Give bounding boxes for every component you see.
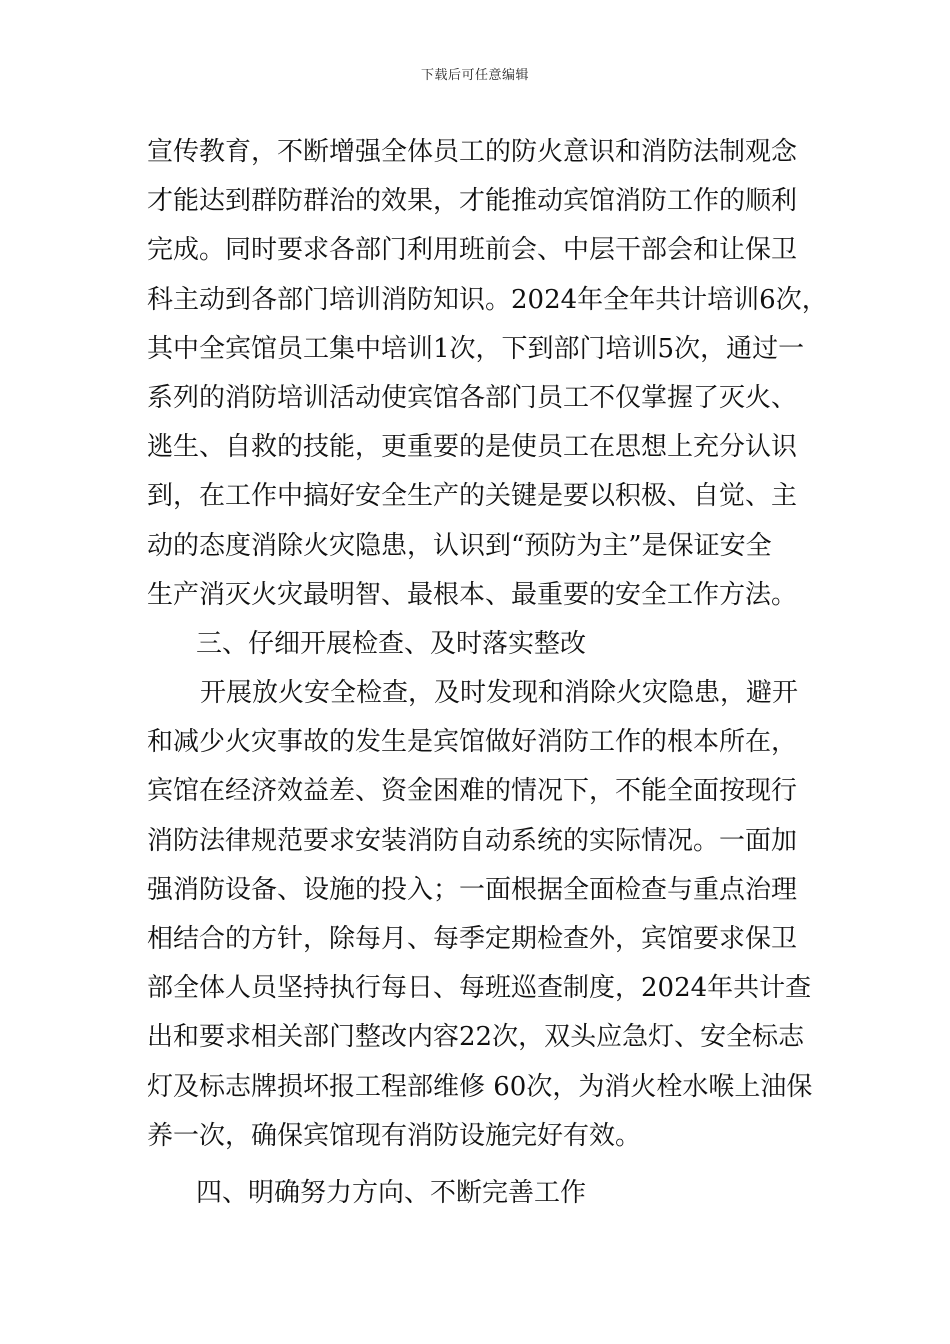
text-line: 灯及标志牌损坏报工程部维修 60次，为消火栓水喉上油保 — [147, 1071, 813, 1102]
page-header: 下载后可任意编辑 — [420, 68, 529, 83]
text-line: 才能达到群防群治的效果，才能推动宾馆消防工作的顺利 — [147, 186, 798, 217]
text-line: 和减少火灾事故的发生是宾馆做好消防工作的根本所在， — [147, 727, 798, 758]
text-line: 强消防设备、设施的投入；一面根据全面检查与重点治理 — [147, 874, 798, 905]
text-line: 系列的消防培训活动使宾馆各部门员工不仅掌握了灭火、 — [147, 382, 798, 413]
text-line: 养一次，确保宾馆现有消防设施完好有效。 — [147, 1120, 642, 1151]
text-line: 生产消灭火灾最明智、最根本、最重要的安全工作方法。 — [147, 579, 798, 610]
section-heading-3: 三、仔细开展检查、及时落实整改 — [196, 628, 587, 659]
text-line: 宣传教育，不断增强全体员工的防火意识和消防法制观念 — [147, 137, 798, 167]
text-line: 消防法律规范要求安装消防自动系统的实际情况。一面加 — [147, 825, 798, 856]
text-line: 部全体人员坚持执行每日、每班巡查制度，2024年共计查 — [147, 973, 812, 1004]
text-line: 宾馆在经济效益差、资金困难的情况下，不能全面按现行 — [147, 776, 798, 807]
section-heading-4: 四、明确努力方向、不断完善工作 — [196, 1177, 587, 1208]
text-line: 动的态度消除火灾隐患，认识到“预防为主”是保证安全 — [147, 530, 772, 561]
text-line: 科主动到各部门培训消防知识。2024年全年共计培训6次， — [147, 284, 828, 315]
text-line: 出和要求相关部门整改内容22次，双头应急灯、安全标志 — [147, 1022, 805, 1053]
document-body — [147, 128, 847, 1218]
paragraph-first-line: 开展放火安全检查，及时发现和消除火灾隐患，避开 — [200, 678, 799, 709]
text-line: 到，在工作中搞好安全生产的关键是要以积极、自觉、主 — [147, 481, 798, 512]
text-line: 相结合的方针，除每月、每季定期检查外，宾馆要求保卫 — [147, 924, 798, 954]
text-line: 逃生、自救的技能，更重要的是使员工在思想上充分认识 — [147, 432, 798, 463]
text-line: 其中全宾馆员工集中培训1次，下到部门培训5次，通过一 — [147, 333, 805, 364]
text-line: 完成。同时要求各部门利用班前会、中层干部会和让保卫 — [147, 235, 798, 266]
